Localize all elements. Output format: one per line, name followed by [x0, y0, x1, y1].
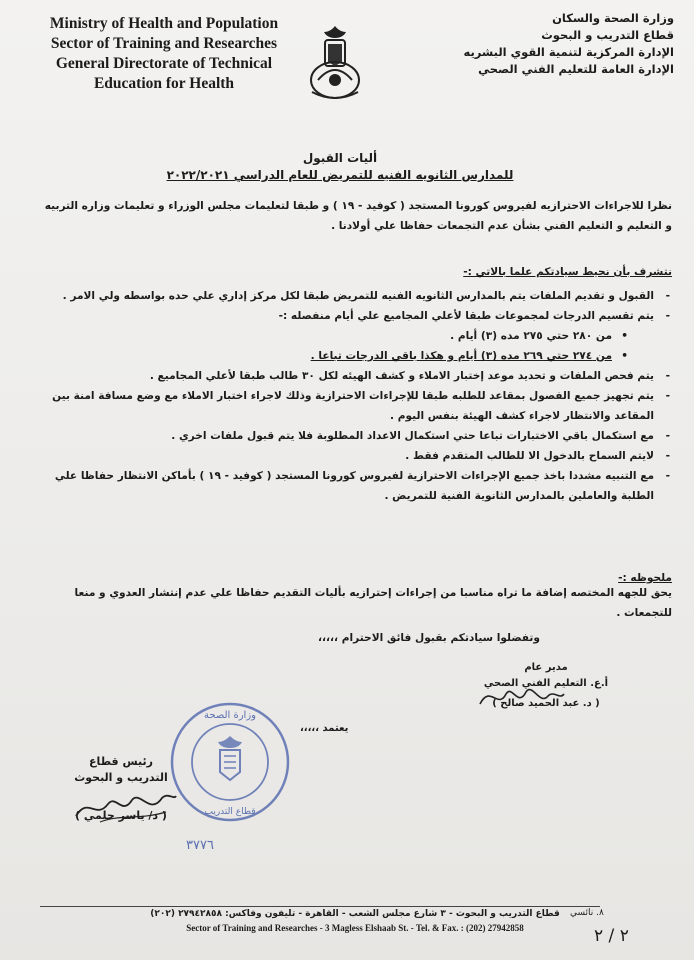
chief-title: رئيس قطاع	[89, 755, 153, 768]
intro-line: نتشرف بأن نحيط سيادتكم علما بالاتي :-	[463, 266, 672, 278]
list-item	[40, 306, 672, 366]
sub-list-item: • من ٢٨٠ حتي ٢٧٥ مده (٣) أيام .	[40, 326, 654, 346]
score-groups-list	[40, 326, 654, 366]
director-department: أ.ع. التعليم الفني الصحي	[483, 678, 609, 689]
note-title: ملحوظه :-	[618, 572, 672, 584]
intro-paragraph: نظرا للاجراءات الاحترازيه لفيروس كورونا المستجد ( كوفيد - ١٩ ) و طبقا لتعليمات مجلس الوزراء و تعليمات وزاره التربيه و التعليم و التعليم الفني بشأن عدم التجمعات حفاظا علي أولادنا .	[44, 200, 672, 232]
seal-top-text: وزارة الصحة	[204, 710, 256, 721]
chief-name: ( د/ ياسر حلمي )	[75, 809, 167, 822]
list-item: - يتم تجهيز جميع الفصول بمقاعد للطلبه طبقا للإجراءات الاحترازية وذلك لاجراء اختبار الاملاء مع وضع مسافة امنة بين المقاعد والانتظار لاجراء كشف الهيئة بنفس اليوم .	[40, 386, 672, 426]
list-item: - يتم فحص الملفات و تحديد موعد إختبار الاملاء و كشف الهيئه لكل ٣٠ طالب طبقا لأعلي المجاميع .	[40, 366, 672, 386]
closing-line: وتفضلوا سيادتكم بقبول فائق الاحترام ،،،،،	[317, 632, 540, 644]
letterhead-en-line: Sector of Training and Researches	[50, 35, 278, 52]
approval-label: يعتمد ،،،،،	[300, 723, 349, 734]
page-number: ٢ / ٢	[594, 926, 629, 946]
title-subtitle: للمدارس الثانويه الفنيه للتمريض للعام الدراسي ٢٠٢٢/٢٠٢١	[166, 168, 514, 182]
official-seal-icon	[168, 700, 292, 824]
list-item: - مع استكمال باقي الاختبارات تباعا حتي استكمال الاعداد المطلوبة فلا يتم قبول ملفات اخري .	[40, 426, 672, 446]
footer-mark: ٨. نائسي	[570, 908, 604, 918]
chief-signature-icon	[70, 786, 180, 826]
list-item-text: يتم تقسيم الدرجات لمجموعات طبقا لأعلي المجاميع علي أيام منفصله :-	[278, 310, 654, 322]
seal-bottom-text: قطاع التدريب	[204, 807, 256, 817]
list-item: - لايتم السماح بالدخول الا للطالب المتقدم فقط .	[40, 446, 672, 466]
footer-arabic-address: قطاع التدريب و البحوث - ٣ شارع مجلس الشعب - القاهرة - تليفون وفاكس: ٢٧٩٤٢٨٥٨ (٢٠٢)	[150, 909, 560, 919]
letterhead-ar-line: قطاع التدريب و البحوث	[541, 28, 674, 42]
note-body: يحق للجهه المختصه إضافة ما تراه مناسبا من إجراءات إحترازيه بأليات التقديم حفاظا علي عدم إنتشار العدوي و منعا للتجمعات .	[74, 587, 672, 619]
list-item: - القبول و تقديم الملفات يتم بالمدارس الثانويه الفنيه للتمريض طبقا لكل مركز إداري علي حده بواسطه ولي الامر .	[40, 286, 672, 306]
procedure-list	[40, 286, 672, 506]
footer-divider	[40, 906, 600, 907]
letterhead-ar-line: الإدارة العامة للتعليم الفني الصحي	[478, 62, 674, 76]
sub-list-item: • من ٢٧٤ حتي ٢٦٩ مده (٣) أيام و هكذا باقي الدرجات تباعا .	[40, 346, 654, 366]
seal-number: ٣٧٧٦	[186, 838, 214, 853]
director-title: مدير عام	[524, 662, 568, 673]
arabic-letterhead	[434, 10, 674, 78]
english-letterhead	[44, 14, 284, 94]
list-item: - مع التنبيه مشددا باخذ جميع الإجراءات الاحترازية لفيروس كورونا المستجد ( كوفيد - ١٩ ) بأماكن الانتظار حفاظا علي الطلبة والعاملين بالمدارس الثانوية الفنية للتمريض .	[40, 466, 672, 506]
letterhead-en-line: Ministry of Health and Population	[49, 15, 279, 32]
title-line: أليات القبول	[302, 151, 378, 165]
document-title	[160, 150, 520, 184]
ministry-logo-icon	[304, 22, 366, 104]
letterhead-en-line: General Directorate of Technical	[55, 55, 273, 72]
director-signature-icon	[476, 680, 566, 714]
director-name: ( د. عبد الحميد صالح )	[492, 698, 600, 709]
footer-english-address: Sector of Training and Researches - 3 Magless Elshaab St. - Tel. & Fax. : (202) 27942858	[186, 923, 524, 933]
letterhead-ar-line: وزارة الصحة والسكان	[552, 11, 674, 25]
letterhead-ar-line: الإدارة المركزية لتنمية القوي البشريه	[463, 45, 674, 59]
chief-sector: التدريب و البحوث	[74, 771, 168, 784]
letterhead-en-line: Education for Health	[93, 75, 235, 92]
